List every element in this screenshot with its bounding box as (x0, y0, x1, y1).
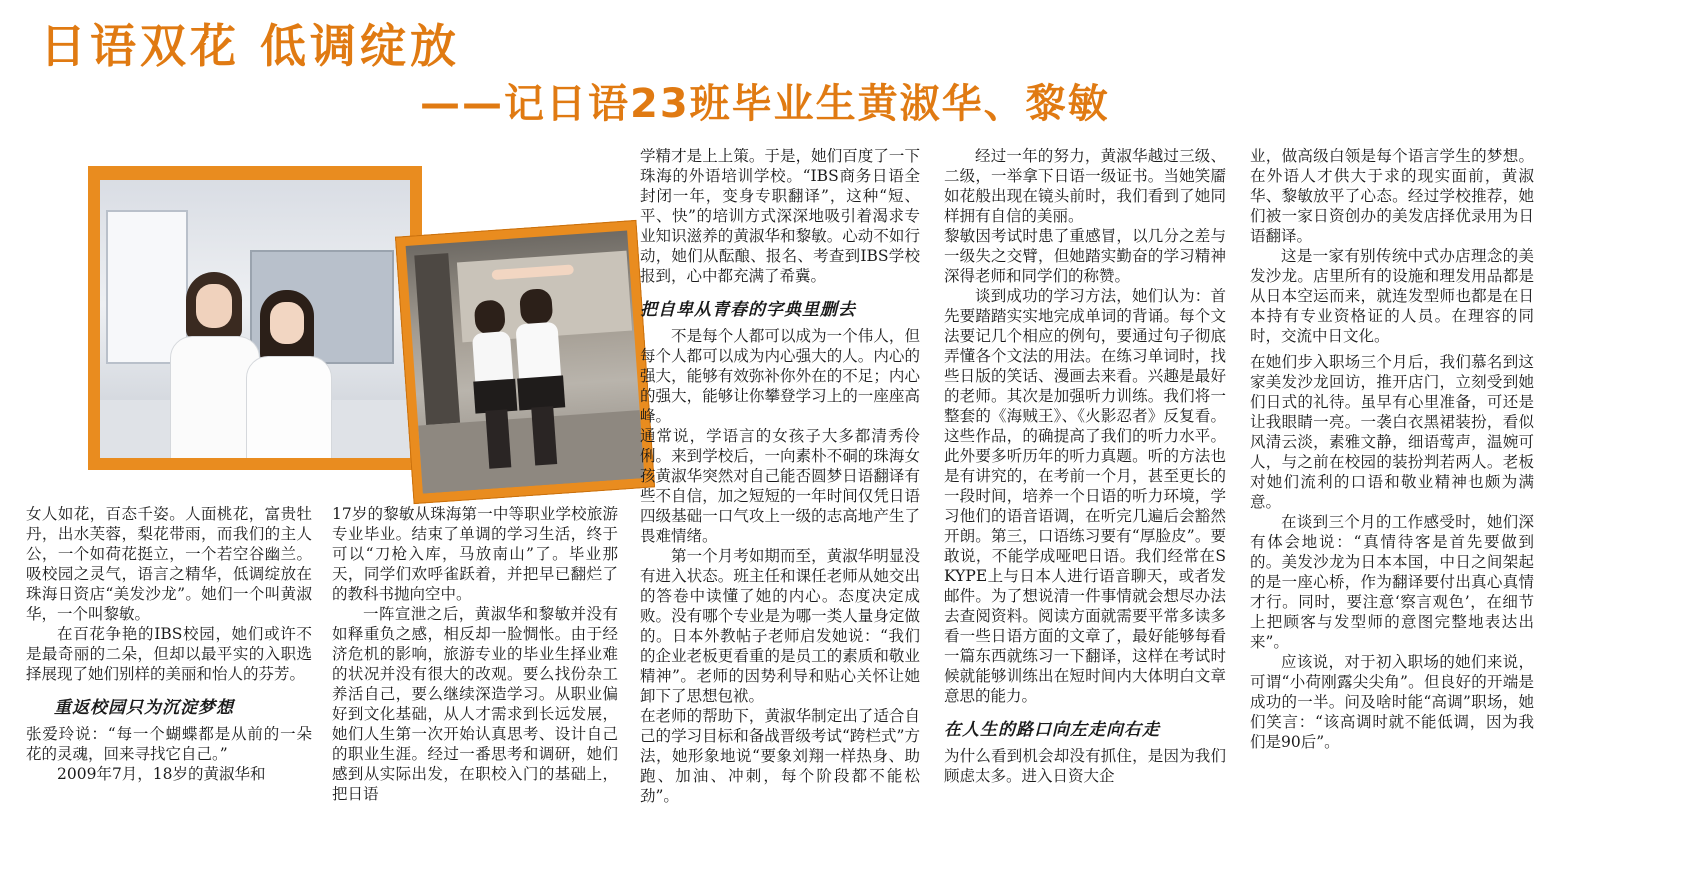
salon-window (106, 210, 188, 364)
section-heading-3: 在人生的路口向左走向右走 (944, 720, 1160, 740)
section-heading-2: 把自卑从青春的字典里删去 (640, 300, 856, 320)
photo-two-girls-outdoor (406, 231, 645, 494)
girl-a-shirt (472, 331, 513, 384)
article-column-5 (1250, 146, 1534, 752)
col4-paragraph-1: 经过一年的努力，黄淑华越过三级、二级，一举拿下日语一级证书。当她笑靥如花般出现在镜头前时，我们看到了她同样拥有自信的美丽。 (944, 147, 1226, 225)
col5-paragraph-2: 这是一家有别传统中式办店理念的美发沙龙。店里所有的设施和理发用品都是从日本空运而来，就连发型师也都是在日本持有专业资格证的人员。在理容的同时，交流中日文化。 (1250, 247, 1534, 345)
col4-paragraph-4: 为什么看到机会却没有抓住，是因为我们顾虑太多。进入日资大企 (944, 747, 1226, 785)
girl-b-shirt (515, 322, 561, 381)
article-column-4 (944, 146, 1226, 786)
article-column-3 (640, 146, 920, 806)
col4-paragraph-3: 谈到成功的学习方法，她们认为：首先要踏踏实实地完成单词的背诵。每个文法要记几个相应的例句，要通过句子彻底弄懂各个文法的用法。在练习单词时，找些日版的笑话、漫画去来看。兴趣是最好的老师。其次是加强听力训练。我们将一整套的《海贼王》、《火影忍者》反复看。这些作品，的确提高了我们的听力水平。此外要多听历年的听力真题。听的方法也是有讲究的，在考前一个月，甚至更长的一段时间，培养一个日语的听力环境，学习他们的语音语调，在听完几遍后会豁然开朗。第三，口语练习要有“厚脸皮”。要敢说，不能学成哑吧日语。我们经常在SKYPE上与日本人进行语音聊天，或者发邮件。为了想说清一件事情就会想尽办法去查阅资料。阅读方面就需要平常多读多看一些日语方面的文章了，最好能够每看一篇东西就练习一下翻译，这样在考试时候就能够训练出在短时间内大体明白文章意思的能力。 (944, 287, 1226, 705)
col3-paragraph-2: 不是每个人都可以成为一个伟人，但每个人都可以成为内心强大的人。内心的强大，能够有效弥补你外在的不足；内心的强大，能够让你攀登学习上的一座座高峰。 (640, 327, 920, 425)
col1-paragraph-1: 女人如花，百态千姿。人面桃花，富贵牡丹，出水芙蓉，梨花带雨，而我们的主人公，一个如荷花挺立，一个若空谷幽兰。吸校园之灵气，语言之精华，低调绽放在珠海日资店“美发沙龙”。她们一个叫黄淑华，一个叫黎敏。 (26, 505, 312, 623)
col1-paragraph-4: 2009年7月，18岁的黄淑华和 (57, 765, 266, 783)
col5-paragraph-5: 应该说，对于初入职场的她们来说，可谓“小荷刚露尖尖角”。但良好的开端是成功的一半。问及啥时能“高调”职场，她们笑言：“该高调时就不能低调，因为我们是90后”。 (1250, 653, 1534, 751)
girl-b-legs (531, 406, 557, 465)
girl-a-legs (485, 409, 511, 468)
girl-right-face (270, 302, 304, 344)
photo-frame-salon (88, 166, 422, 470)
col1-paragraph-3: 张爱玲说：“每一个蝴蝶都是从前的一朵花的灵魂，回来寻找它自己。” (26, 725, 312, 763)
article-column-1 (26, 504, 312, 784)
col3-paragraph-3: 通常说，学语言的女孩子大多都清秀伶俐。来到学校后，一向素朴不硐的珠海女孩黄淑华突然对自己能否圆梦日语翻译有些不自信，加之短短的一年时间仅凭日语四级基础一口气攻上一级的志高地产生了畏难情绪。 (640, 427, 920, 545)
col5-paragraph-3: 在她们步入职场三个月后，我们慕名到这家美发沙龙回访，推开店门，立刻受到她们日式的礼待。虽早有心里准备，可还是让我眼睛一亮。一袭白衣黑裙装扮，看似风清云淡，素雅文静，细语莺声，温婉可人，与之前在校园的装扮判若两人。老板对她们流利的口语和敬业精神也颇为满意。 (1250, 353, 1534, 511)
building-column-left (414, 253, 460, 425)
col3-paragraph-4: 第一个月考如期而至，黄淑华明显没有进入状态。班主任和课任老师从她交出的答卷中读懂了她的内心。态度决定成败。没有哪个专业是为哪一类人量身定做的。日本外教帖子老师启发她说：“我们的企业老板更看重的是员工的素质和敬业精神”。老师的因势利导和贴心关怀让她卸下了思想包袱。 (640, 547, 920, 705)
girl-a-hair (474, 299, 506, 335)
col3-paragraph-5: 在老师的帮助下，黄淑华制定出了适合自己的学习目标和备战晋级考试“跨栏式”方法，她形象地说“要象刘翔一样热身、助跑、加油、冲刺，每个阶段都不能松劲”。 (640, 707, 920, 805)
col5-paragraph-1: 业，做高级白领是每个语言学生的梦想。在外语人才供大于求的现实面前，黄淑华、黎敏放平了心态。经过学校推荐，她们被一家日资创办的美发店择优录用为日语翻译。 (1250, 147, 1534, 245)
subheadline: ——记日语23班毕业生黄淑华、黎敏 (420, 81, 1110, 127)
photo-frame-outdoor (395, 220, 655, 504)
col2-paragraph-2: 一阵宣泄之后，黄淑华和黎敏并没有如释重负之感，相反却一脸惆怅。由于经济危机的影响，旅游专业的毕业生择业难的状况并没有很大的改观。要么找份杂工养活自己，要么继续深造学习。从职业偏好到文化基础，从人才需求到长远发展，她们人生第一次开始认真思考、设计自己的职业生涯。经过一番思考和调研，她们感到从实际出发，在职校入门的基础上，把日语 (332, 605, 618, 803)
col5-paragraph-4: 在谈到三个月的工作感受时，她们深有体会地说：“真情待客是首先要做到的。美发沙龙为日本本国，中日之间架起的是一座心桥，作为翻译要付出真心真情才行。同时，要注意‘察言观色’，在细节上把顾客与发型师的意图完整地表达出来”。 (1250, 513, 1534, 651)
col1-paragraph-2: 在百花争艳的IBS校园，她们或许不是最奇丽的二朵，但却以最平实的入职选择展现了她们别样的美丽和怡人的芬芳。 (26, 625, 312, 683)
girl-left-face (196, 284, 232, 328)
girl-b-hair (519, 288, 553, 326)
girl-right-shirt (246, 356, 332, 458)
girl-b-skirt (517, 375, 565, 410)
col3-paragraph-1: 学精才是上上策。于是，她们百度了一下珠海的外语培训学校。“IBS商务日语全封闭一年，变身专职翻译”，这种“短、平、快”的培训方式深深地吸引着渴求专业知识滋养的黄淑华和黎敏。心动不如行动，她们从酝酿、报名、考查到IBS学校报到，心中都充满了希冀。 (640, 147, 920, 285)
col2-paragraph-1: 17岁的黎敏从珠海第一中等职业学校旅游专业毕业。结束了单调的学习生活，终于可以“刀枪入库，马放南山”了。毕业那天，同学们欢呼雀跃着，并把早已翻烂了的教科书抛向空中。 (332, 505, 618, 603)
col4-paragraph-2: 黎敏因考试时患了重感冒，以几分之差与一级失之交臂，但她踏实勤奋的学习精神深得老师和同学们的称赞。 (944, 227, 1226, 285)
headline: 日语双花 低调绽放 (40, 19, 461, 73)
section-heading-1: 重返校园只为沉淀梦想 (54, 698, 234, 718)
girl-a-skirt (473, 379, 517, 414)
article-column-2 (332, 504, 618, 804)
photo-two-girls-salon (100, 180, 410, 458)
